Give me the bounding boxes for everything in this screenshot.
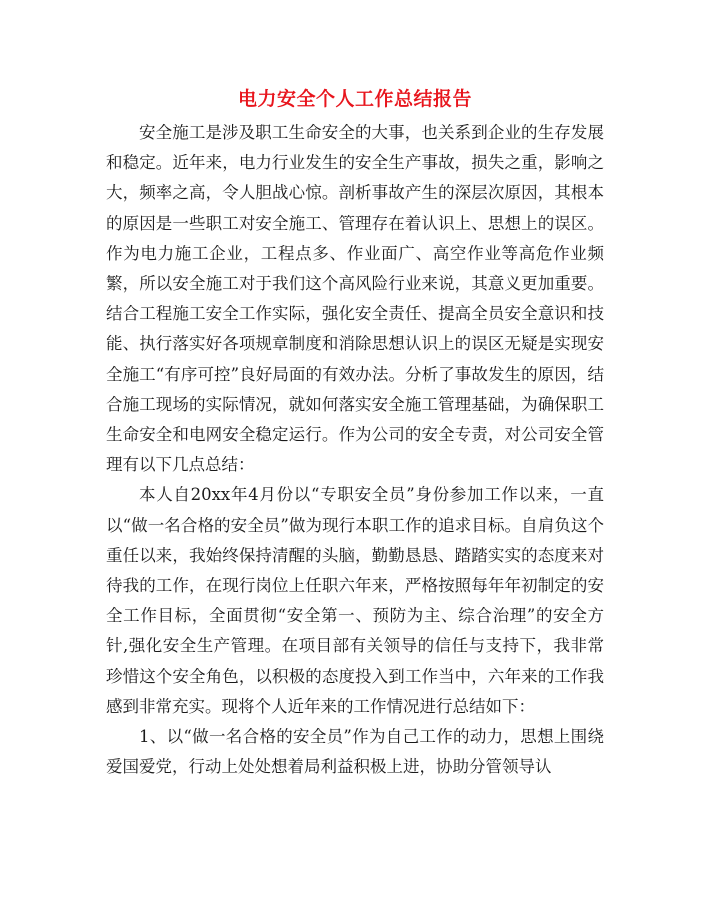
paragraph-point-1: 1、以“做一名合格的安全员”作为自己工作的动力，思想上围绕爱国爱党，行动上处处想着局利益积极上进，协助分管领导认 xyxy=(106,727,604,777)
document-body xyxy=(106,118,604,782)
paragraph-intro: 安全施工是涉及职工生命安全的大事，也关系到企业的生存发展和稳定。近年来，电力行业发生的安全生产事故，损失之重，影响之大，频率之高，令人胆战心惊。剖析事故产生的深层次原因，其根本的原因是一些职工对安全施工、管理存在着认识上、思想上的误区。作为电力施工企业，工程点多、作业面广、高空作业等高危作业频繁，所以安全施工对于我们这个高风险行业来说，其意义更加重要。结合工程施工安全工作实际，强化安全责任、提高全员安全意识和技能、执行落实好各项规章制度和消除思想认识上的误区无疑是实现安全施工“有序可控”良好局面的有效办法。分析了事故发生的原因，结合施工现场的实际情况，就如何落实安全施工管理基础，为确保职工生命安全和电网安全稳定运行。作为公司的安全专责，对公司安全管理有以下几点总结： xyxy=(106,123,604,475)
paragraph-self-introduction: 本人自20xx年4月份以“专职安全员”身份参加工作以来，一直以“做一名合格的安全员”做为现行本职工作的追求目标。自肩负这个重任以来，我始终保持清醒的头脑，勤勤恳恳、踏踏实实的态度来对待我的工作，在现行岗位上任职六年来，严格按照每年年初制定的安全工作目标，全面贯彻“安全第一、预防为主、综合治理”的安全方针,强化安全生产管理。在项目部有关领导的信任与支持下，我非常珍惜这个安全角色，以积极的态度投入到工作当中，六年来的工作我感到非常充实。现将个人近年来的工作情况进行总结如下： xyxy=(106,485,604,716)
document-title: 电力安全个人工作总结报告 xyxy=(237,88,472,110)
